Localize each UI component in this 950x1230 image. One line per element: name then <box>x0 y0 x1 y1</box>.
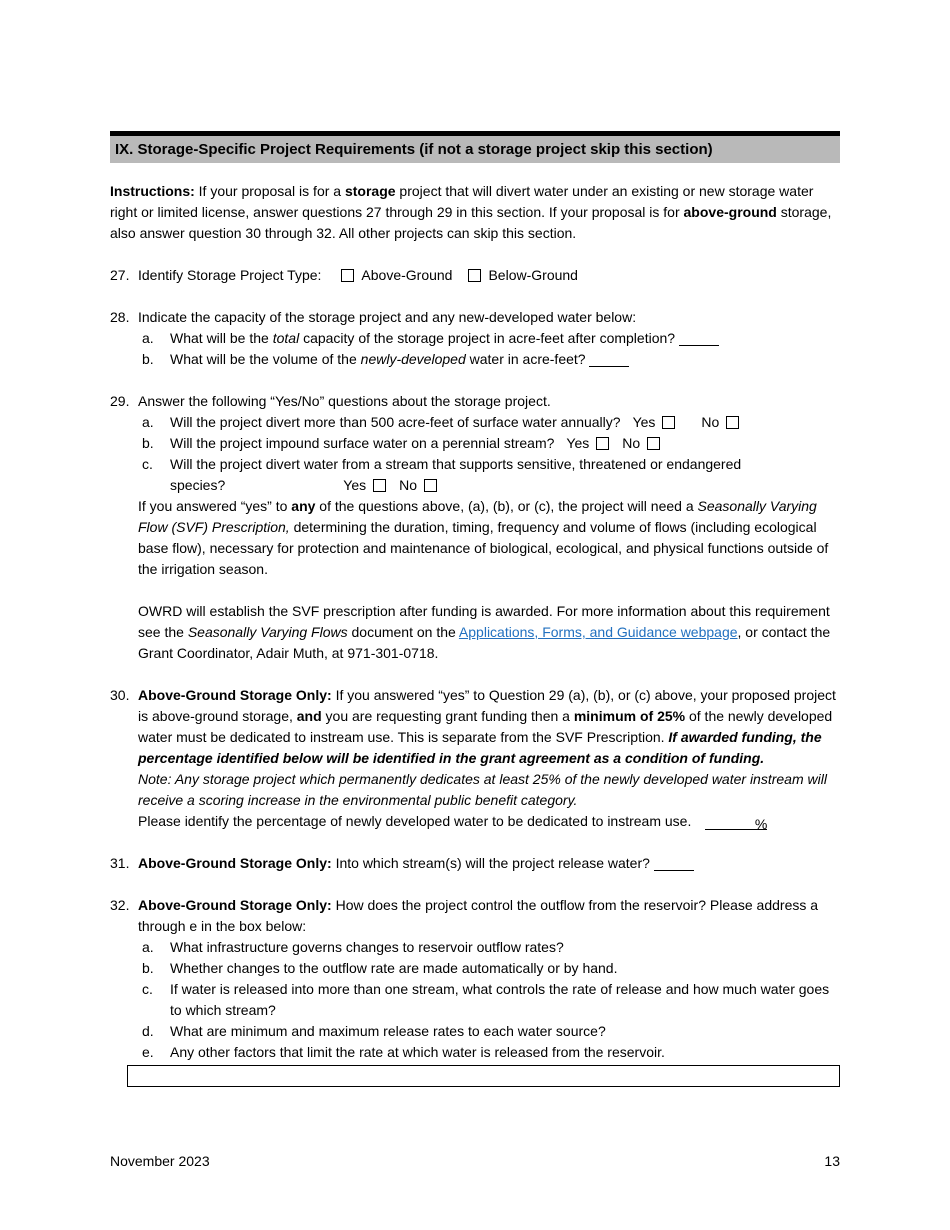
question-29b-letter: b. <box>142 435 154 451</box>
q29c-text-line2: species? <box>170 477 226 493</box>
question-27-label: Identify Storage Project Type: <box>138 267 322 283</box>
owrd-italic-svf-doc: Seasonally Varying Flows <box>187 624 348 640</box>
q30-main-paragraph <box>138 685 840 769</box>
question-29 <box>110 391 840 664</box>
q30-prompt-text: Please identify the percentage of newly developed water to be dedicated to instream use. <box>138 813 692 829</box>
q28a-italic-total: total <box>272 330 300 346</box>
q29a-yes-label: Yes <box>632 414 656 430</box>
q29a-text: Will the project divert more than 500 acre-feet of surface water annually? <box>170 414 621 430</box>
question-29b-body <box>170 433 840 454</box>
question-30 <box>110 685 840 832</box>
q29c-no-option <box>399 477 437 493</box>
svf-bold-any: any <box>291 498 316 514</box>
question-29c <box>142 454 840 496</box>
svf-text-2: of the questions above, (a), (b), or (c), the project will need a <box>315 498 698 514</box>
q32-item-e-text: Any other factors that limit the rate at which water is released from the reservoir. <box>170 1044 665 1060</box>
q30-note: Note: Any storage project which permanently dedicates at least 25% of the newly developed water instream will receive a scoring increase in the environmental public benefit category. <box>138 771 827 808</box>
question-29c-letter: c. <box>142 456 153 472</box>
q30-bold-italic-condition: If awarded funding, the percentage identified below will be identified in the grant agreement as a condition of funding. <box>138 729 822 766</box>
owrd-text-2: document on the <box>347 624 459 640</box>
question-29a <box>142 412 840 433</box>
q29c-yes-label: Yes <box>343 477 367 493</box>
q29a-no-option <box>701 414 739 430</box>
question-28a-letter: a. <box>142 330 154 346</box>
instructions-text-1: If your proposal is for a <box>194 183 345 199</box>
q32-item-e <box>142 1042 840 1063</box>
question-28b-letter: b. <box>142 351 154 367</box>
q29b-text: Will the project impound surface water on a perennial stream? <box>170 435 555 451</box>
q30-text-1: If you answered “yes” to Question 29 (a), (b), or (c) above, your proposed project is above-ground storage, <box>138 687 836 724</box>
q32-item-c <box>142 979 840 1021</box>
question-28-label: Indicate the capacity of the storage project and any new-developed water below: <box>138 309 637 325</box>
q32-item-d-letter: d. <box>142 1023 154 1039</box>
section-header <box>110 131 840 163</box>
section-header-title: IX. Storage-Specific Project Requirements (if not a storage project skip this section) <box>115 141 713 158</box>
page-content <box>110 131 840 1087</box>
q32-answer-box[interactable] <box>127 1065 840 1087</box>
instructions-paragraph <box>110 181 840 244</box>
question-29a-body <box>170 412 840 433</box>
applications-forms-guidance-link[interactable]: Applications, Forms, and Guidance webpage <box>458 624 738 640</box>
q29b-no-label: No <box>622 435 641 451</box>
footer-page-number: 13 <box>824 1153 840 1169</box>
question-27-number: 27. <box>110 267 130 283</box>
question-31-number: 31. <box>110 855 130 871</box>
q31-bold-heading: Above-Ground Storage Only: <box>138 855 332 871</box>
q29a-yes-option <box>633 414 676 430</box>
option-below-ground-label: Below-Ground <box>488 267 578 283</box>
q29a-no-label: No <box>701 414 720 430</box>
q28a-text-1: What will be the <box>170 330 273 346</box>
option-above-ground <box>341 267 452 283</box>
q28a-text-2: capacity of the storage project in acre-feet after completion? <box>299 330 676 346</box>
q30-text-2: you are requesting grant funding then a <box>321 708 574 724</box>
svf-text-1: If you answered “yes” to <box>138 498 292 514</box>
q29b-no-checkbox[interactable] <box>647 437 660 450</box>
q31-answer-blank[interactable] <box>654 855 694 871</box>
question-29a-letter: a. <box>142 414 154 430</box>
svf-text-3: determining the duration, timing, frequency and volume of flows (including ecological base flow), necessary for protection and maintenance of biological, ecological, and physical functions outside of the irrigation season. <box>138 519 829 577</box>
q30-percentage-blank[interactable] <box>705 814 767 830</box>
q29b-yes-checkbox[interactable] <box>596 437 609 450</box>
question-31-body <box>138 853 840 874</box>
question-30-number: 30. <box>110 687 130 703</box>
q29c-text-line1: Will the project divert water from a stream that supports sensitive, threatened or endangered <box>170 456 742 472</box>
q29c-yes-checkbox[interactable] <box>373 479 386 492</box>
q28b-italic-newly-developed: newly-developed <box>360 351 466 367</box>
option-above-ground-label: Above-Ground <box>361 267 453 283</box>
q29b-yes-label: Yes <box>566 435 590 451</box>
question-30-body <box>138 685 840 832</box>
question-31 <box>110 853 840 874</box>
q32-item-a <box>142 937 840 958</box>
footer-date: November 2023 <box>110 1153 210 1169</box>
q28a-answer-blank[interactable] <box>679 330 719 346</box>
q30-bold-minimum-25: minimum of 25% <box>573 708 686 724</box>
instructions-text-3: storage, also answer question 30 through 32. All other projects can skip this section. <box>110 204 832 241</box>
q30-bold-and: and <box>296 708 322 724</box>
svf-italic-prescription: Seasonally Varying Flow (SVF) Prescription, <box>138 498 817 535</box>
q29-owrd-paragraph <box>138 601 840 664</box>
instructions-bold-above-ground: above-ground <box>683 204 777 220</box>
q32-text: How does the project control the outflow from the reservoir? Please address a through e in the box below: <box>138 897 819 934</box>
owrd-text-1: OWRD will establish the SVF prescription after funding is awarded. For more information about this requirement see the <box>138 603 830 640</box>
owrd-text-3: , or contact the Grant Coordinator, Adair Muth, at 971-301-0718. <box>138 624 831 661</box>
question-28a <box>142 328 840 349</box>
q32-item-a-text: What infrastructure governs changes to reservoir outflow rates? <box>170 939 564 955</box>
question-27 <box>110 265 840 286</box>
question-28-number: 28. <box>110 309 130 325</box>
q29b-yes-option <box>566 435 609 451</box>
q32-item-b-text: Whether changes to the outflow rate are made automatically or by hand. <box>170 960 618 976</box>
q29c-no-checkbox[interactable] <box>424 479 437 492</box>
question-32-number: 32. <box>110 897 130 913</box>
q29c-line2 <box>170 475 840 496</box>
q32-intro <box>138 895 840 937</box>
q29a-no-checkbox[interactable] <box>726 416 739 429</box>
q30-prompt-line <box>138 811 840 832</box>
q32-item-c-text: If water is released into more than one stream, what controls the rate of release and how much water goes to which stream? <box>170 981 830 1018</box>
q32-item-a-letter: a. <box>142 939 154 955</box>
question-32-body <box>138 895 840 1087</box>
question-28a-body <box>170 328 840 349</box>
q30-bold-heading: Above-Ground Storage Only: <box>138 687 332 703</box>
question-29-number: 29. <box>110 393 130 409</box>
q32-bold-heading: Above-Ground Storage Only: <box>138 897 332 913</box>
q32-item-d <box>142 1021 840 1042</box>
question-28 <box>110 307 840 370</box>
instructions-bold-storage: storage <box>344 183 396 199</box>
q29c-no-label: No <box>399 477 418 493</box>
q32-item-b-letter: b. <box>142 960 154 976</box>
question-29-body <box>138 391 840 664</box>
question-28-body <box>138 307 840 370</box>
q27-above-ground-checkbox[interactable] <box>341 269 354 282</box>
question-32 <box>110 895 840 1087</box>
q32-item-e-letter: e. <box>142 1044 154 1060</box>
q32-item-b <box>142 958 840 979</box>
instructions-text-2: project that will divert water under an existing or new storage water right or limited license, answer questions 27 through 29 in this section. If your proposal is for <box>110 183 814 220</box>
question-29b <box>142 433 840 454</box>
question-29c-body <box>170 454 840 496</box>
q30-text-3: of the newly developed water must be dedicated to instream use. This is separate from the SVF Prescription. <box>138 708 833 745</box>
q29a-yes-checkbox[interactable] <box>662 416 675 429</box>
q28b-text-1: What will be the volume of the <box>170 351 361 367</box>
question-29-label: Answer the following “Yes/No” questions about the storage project. <box>138 393 551 409</box>
q29-svf-paragraph <box>138 496 840 580</box>
q32-item-c-letter: c. <box>142 981 153 997</box>
page-footer <box>110 1151 840 1172</box>
q27-below-ground-checkbox[interactable] <box>468 269 481 282</box>
option-below-ground <box>468 267 578 283</box>
question-28b <box>142 349 840 370</box>
question-27-body <box>138 265 840 286</box>
q29b-no-option <box>622 435 660 451</box>
q28b-answer-blank[interactable] <box>589 351 629 367</box>
q29c-yes-option <box>343 477 386 493</box>
question-28b-body <box>170 349 840 370</box>
instructions-label: Instructions: <box>110 183 195 199</box>
q28b-text-2: water in acre-feet? <box>465 351 586 367</box>
q31-text: Into which stream(s) will the project release water? <box>331 855 650 871</box>
q30-percent-sign: % <box>754 816 768 832</box>
q32-item-d-text: What are minimum and maximum release rates to each water source? <box>170 1023 606 1039</box>
